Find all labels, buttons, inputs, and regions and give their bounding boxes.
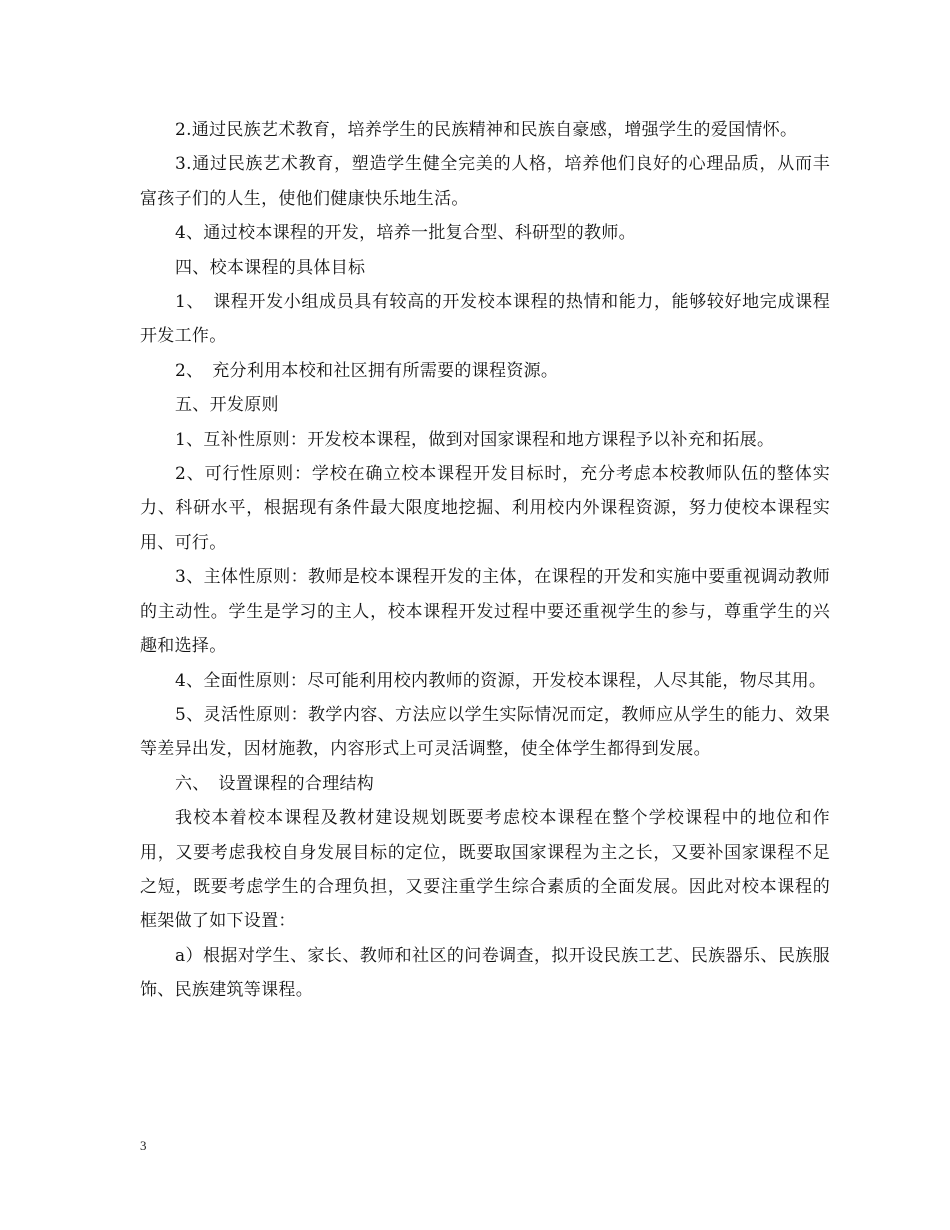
paragraph-principle-5: 5、灵活性原则：教学内容、方法应以学生实际情况而定，教师应从学生的能力、效果等差异出发，因材施教，内容形式上可灵活调整，使全体学生都得到发展。 (140, 704, 830, 760)
document-body (140, 113, 830, 1008)
page-number: 3 (140, 1138, 147, 1153)
paragraph-goal-2: 2.通过民族艺术教育，培养学生的民族精神和民族自豪感，增强学生的爱国情怀。 (175, 120, 798, 140)
paragraph-principle-1: 1、互补性原则：开发校本课程，做到对国家课程和地方课程予以补充和拓展。 (175, 429, 775, 450)
section-heading-specific-goals: 四、校本课程的具体目标 (175, 257, 366, 278)
paragraph-principle-2: 2、可行性原则：学校在确立校本课程开发目标时，充分考虑本校教师队伍的整体实力、科研水平，根据现有条件最大限度地挖掘、利用校内外课程资源，努力使校本课程实用、可行。 (140, 464, 830, 553)
paragraph-principle-4: 4、全面性原则：尽可能利用校内教师的资源，开发校本课程，人尽其能，物尽其用。 (175, 670, 827, 691)
paragraph-goal-3: 3.通过民族艺术教育，塑造学生健全完美的人格，培养他们良好的心理品质，从而丰富孩子们的人生，使他们健康快乐地生活。 (140, 154, 830, 209)
paragraph-goal-4: 4、通过校本课程的开发，培养一批复合型、科研型的教师。 (175, 223, 636, 244)
paragraph-structure-intro: 我校本着校本课程及教材建设规划既要考虑校本课程在整个学校课程中的地位和作用，又要考虑我校自身发展目标的定位，既要取国家课程为主之长，又要补国家课程不足之短，既要考虑学生的合理负担，又要注重学生综合素质的全面发展。因此对校本课程的框架做了如下设置： (140, 808, 830, 932)
paragraph-structure-a: a）根据对学生、家长、教师和社区的问卷调查，拟开设民族工艺、民族器乐、民族服饰、民族建筑等课程。 (140, 945, 830, 1001)
paragraph-principle-3: 3、主体性原则：教师是校本课程开发的主体，在课程的开发和实施中要重视调动教师的主动性。学生是学习的主人，校本课程开发过程中要还重视学生的参与，尊重学生的兴趣和选择。 (140, 567, 830, 657)
section-heading-principles: 五、开发原则 (175, 395, 279, 416)
paragraph-specific-goal-1: 1、 课程开发小组成员具有较高的开发校本课程的热情和能力，能够较好地完成课程开发工作。 (140, 292, 830, 347)
section-heading-structure: 六、 设置课程的合理结构 (175, 773, 375, 794)
paragraph-specific-goal-2: 2、 充分利用本校和社区拥有所需要的课程资源。 (175, 360, 559, 381)
